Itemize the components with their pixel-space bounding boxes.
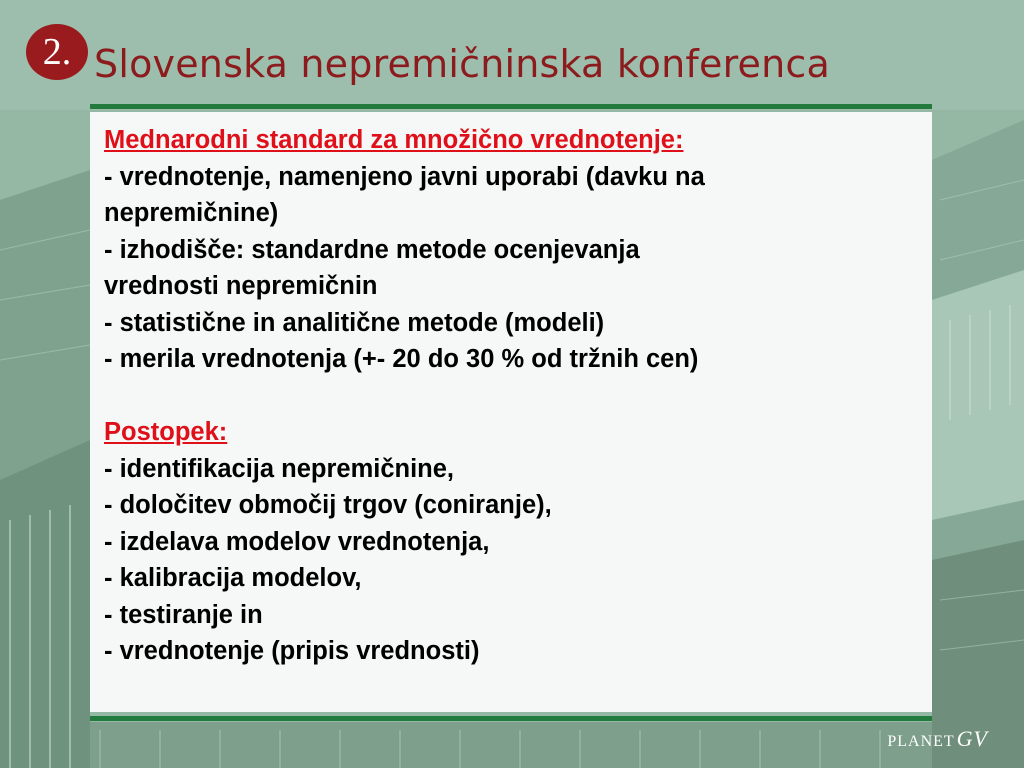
bullet-line: - izhodišče: standardne metode ocenjevanja <box>104 235 640 264</box>
bullet-line: nepremičnine) <box>104 199 279 227</box>
slide-title: Slovenska nepremičninska konferenca <box>94 42 830 86</box>
bullet-line: - vrednotenje, namenjeno javni uporabi (davku na <box>104 162 705 191</box>
logo-suffix: GV <box>956 726 988 751</box>
slide-number-badge: 2. <box>26 24 88 80</box>
bullet-line: - merila vrednotenja (+- 20 do 30 % od tržnih cen) <box>104 345 699 373</box>
bullet-line: - testiranje in <box>104 600 263 629</box>
bullet-line: - določitev območij trgov (coniranje), <box>104 491 552 519</box>
slide-content <box>104 122 924 670</box>
bullet-line: vrednosti nepremičnin <box>104 272 378 300</box>
section-spacer <box>104 378 924 415</box>
logo-text: PLANET <box>887 733 955 750</box>
bullet-line: - izdelava modelov vrednotenja, <box>104 527 490 556</box>
section-heading-procedure: Postopek: <box>104 418 228 446</box>
planet-gv-logo <box>887 726 988 752</box>
section-heading-standard: Mednarodni standard za množično vrednotenje: <box>104 126 684 154</box>
bottom-divider <box>90 716 932 721</box>
bullet-line: - kalibracija modelov, <box>104 564 362 592</box>
bullet-line: - vrednotenje (pripis vrednosti) <box>104 637 480 665</box>
top-divider <box>90 104 932 109</box>
bullet-line: - identifikacija nepremičnine, <box>104 454 455 483</box>
slide-header <box>0 0 1024 110</box>
bullet-line: - statistične in analitične metode (modeli) <box>104 308 605 337</box>
